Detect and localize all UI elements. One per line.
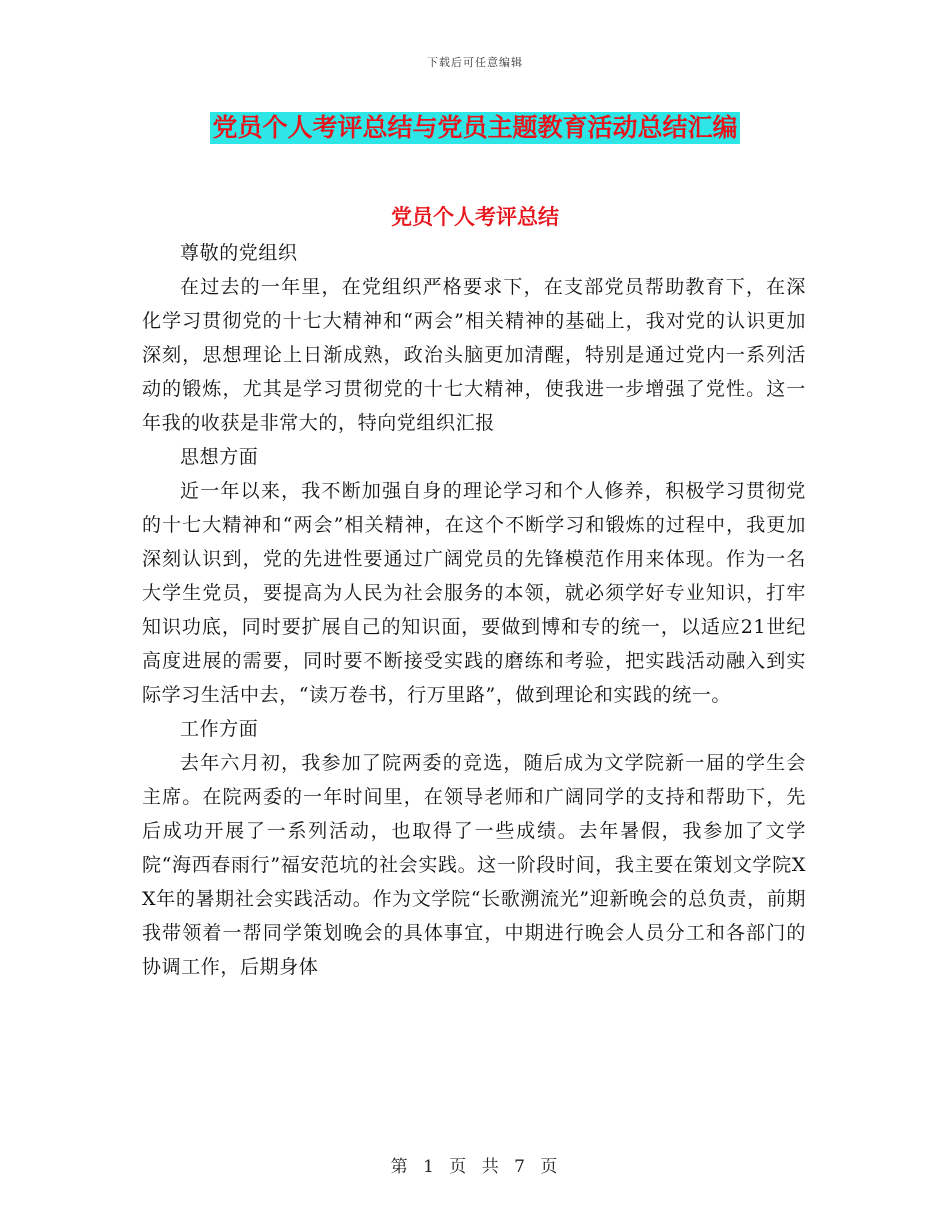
salutation: 尊敬的党组织 xyxy=(180,242,298,264)
document-body xyxy=(142,236,806,984)
thought-paragraph: 近一年以来，我不断加强自身的理论学习和个人修养，积极学习贯彻党的十七大精神和“两会”相关精神，在这个不断学习和锻炼的过程中，我更加深刻认识到，党的先进性要通过广阔党员的先锋模范作用来体现。作为一名大学生党员，要提高为人民为社会服务的本领，就必须学好专业知识，打牢知识功底，同时要扩展自己的知识面，要做到博和专的统一，以适应21世纪高度进展的需要，同时要不断接受实践的磨练和考验，把实践活动融入到实际学习生活中去，“读万卷书，行万里路”，做到理论和实践的统一。 xyxy=(142,480,806,706)
intro-paragraph: 在过去的一年里，在党组织严格要求下，在支部党员帮助教育下，在深化学习贯彻党的十七大精神和“两会”相关精神的基础上，我对党的认识更加深刻，思想理论上日渐成熟，政治头脑更加清醒，特别是通过党内一系列活动的锻炼，尤其是学习贯彻党的十七大精神，使我进一步增强了党性。这一年我的收获是非常大的，特向党组织汇报 xyxy=(142,276,806,434)
page-footer: 第 1 页 共 7 页 xyxy=(390,1157,560,1177)
main-title: 党员个人考评总结与党员主题教育活动总结汇编 xyxy=(212,113,738,142)
header-note: 下载后可任意编辑 xyxy=(427,56,523,69)
main-title-container xyxy=(0,112,950,144)
section-title: 党员个人考评总结 xyxy=(391,205,559,229)
heading-work: 工作方面 xyxy=(180,718,259,740)
work-paragraph: 去年六月初，我参加了院两委的竞选，随后成为文学院新一届的学生会主席。在院两委的一年时间里，在领导老师和广阔同学的支持和帮助下，先后成功开展了一系列活动，也取得了一些成绩。去年暑假，我参加了文学院“海西春雨行”福安范坑的社会实践。这一阶段时间，我主要在策划文学院XX年的暑期社会实践活动。作为文学院“长歌溯流光”迎新晚会的总负责，前期我带领着一帮同学策划晚会的具体事宜，中期进行晚会人员分工和各部门的协调工作，后期身体 xyxy=(142,752,806,978)
heading-thought: 思想方面 xyxy=(180,446,259,468)
